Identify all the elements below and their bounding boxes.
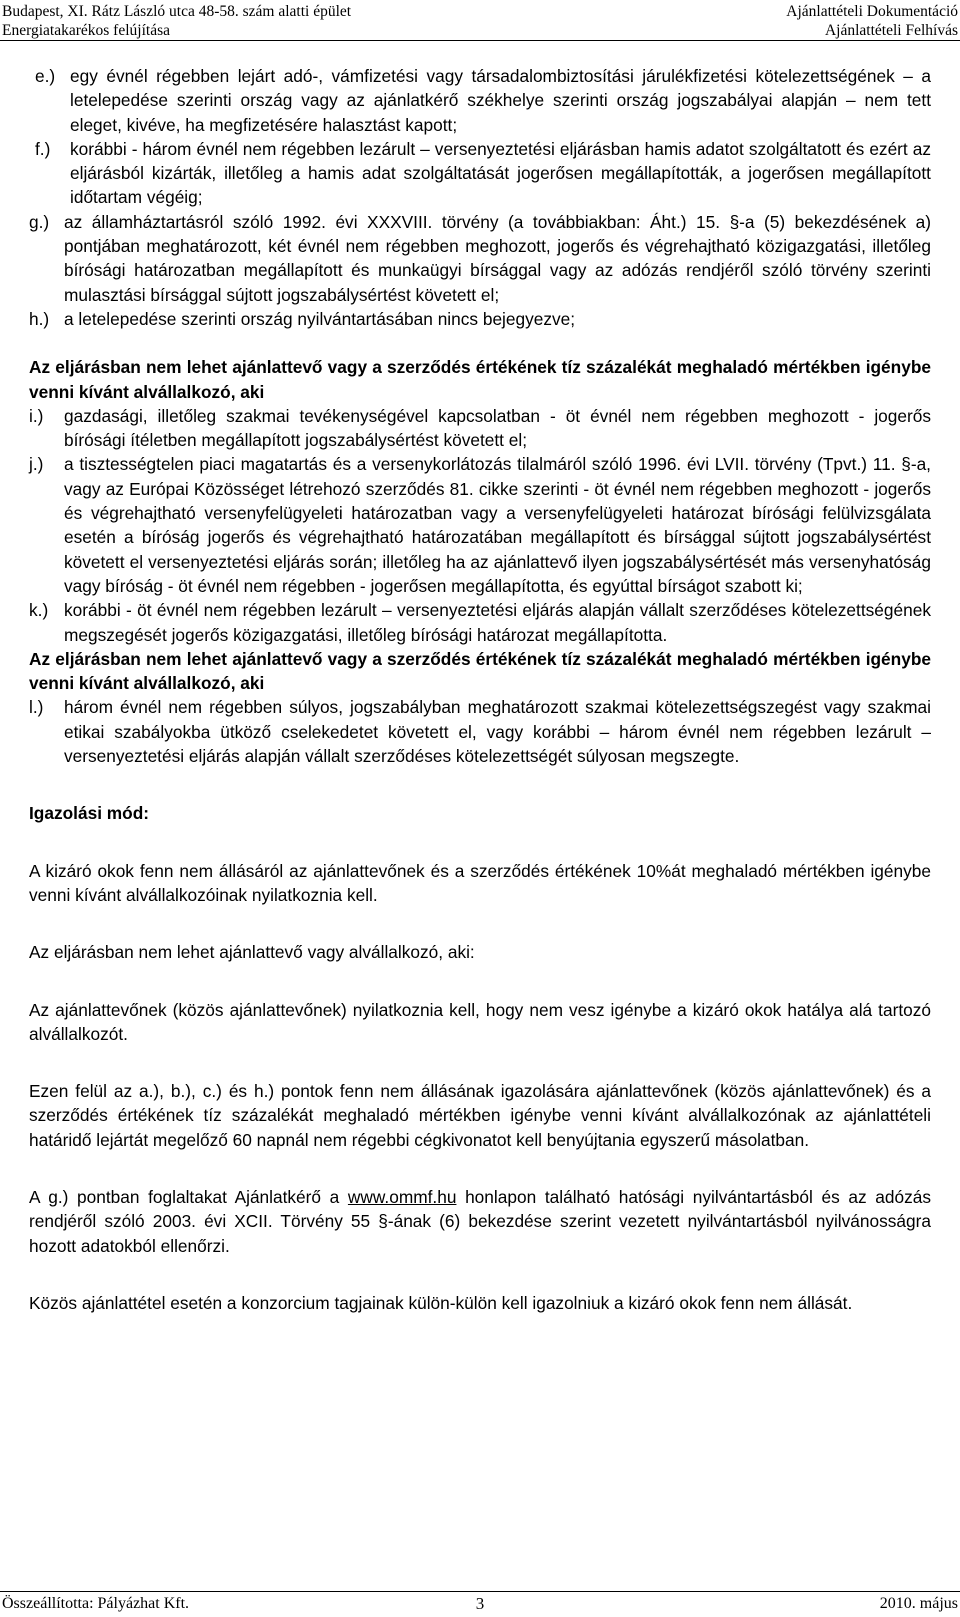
list-item-label: e.) — [35, 66, 56, 86]
header-left — [2, 2, 351, 40]
spacer — [29, 826, 931, 859]
verification-title: Igazolási mód: — [29, 803, 150, 824]
header-project-title: Energiatakarékos felújítása — [2, 22, 170, 39]
list-item — [29, 598, 931, 647]
list-item-label: k.) — [29, 600, 49, 621]
list-item — [29, 307, 931, 331]
spacer — [29, 768, 931, 801]
spacer — [29, 331, 931, 355]
list-item-text: az államháztartásról szóló 1992. évi XXXVIII. törvény (a továbbiakban: Áht.) 15. §-a (5) bekezdésének a) pontjában meghatározott, két évnél nem régebben meghozott, jogerős és végrehajtható közigazgatási, illetőleg bírósági határozatban megállapított és munkaügyi bírsággal vagy az adózás rendjéről szóló törvény szerinti mulasztási bírsággal sújtott jogszabálysértést követett el; — [64, 211, 931, 305]
spacer — [29, 1258, 931, 1291]
spacer — [29, 965, 931, 998]
paragraph-text: A g.) pontban foglaltakat Ajánlatkérő a — [29, 1186, 348, 1207]
header-right — [786, 2, 958, 40]
section-heading: Az eljárásban nem lehet ajánlattevő vagy a szerződés értékének tíz százalékát meghaladó mértékben igénybe venni kívánt alvállalkozó, aki — [29, 357, 931, 402]
list-item — [29, 404, 931, 453]
list-item-text: három évnél nem régebben súlyos, jogszabályban meghatározott szakmai kötelezettségszegést vagy szakmai etikai szabályokba ütköző cselekedetet követett el, vagy korábbi – három évnél nem régebben lezárult – versenyeztetési eljárás alapján vállalt szerződéses kötelezettségét súlyosan megszegte. — [64, 697, 931, 767]
list-item-label: h.) — [29, 308, 50, 329]
footer-divider — [0, 1591, 960, 1592]
paragraph: Közös ajánlattétel esetén a konzorcium tagjainak külön-külön kell igazolniuk a kizáró okok fenn nem állását. — [29, 1292, 853, 1313]
paragraph — [29, 1185, 931, 1258]
list-item-text: korábbi - három évnél nem régebben lezárult – versenyeztetési eljárásban hamis adatot szolgáltatott és ezért az eljárásból kizárták, illetőleg a hamis adat szolgáltatását jogerősen megállapították, a jogerősen megállapított időtartam végéig; — [70, 138, 931, 208]
spacer — [29, 907, 931, 940]
list-item-text: a tisztességtelen piaci magatartás és a versenykorlátozás tilalmáról szóló 1996. évi LVII. törvény (Tpvt.) 11. §-a, vagy az Európai Közösséget létrehozó szerződés 81. cikke szerinti - öt évnél nem régebben meghozott - jogerős és végrehajtható versenyfelügyeleti határozatban vagy a versenyfelügyeleti határozat bírósági felülvizsgálata esetén a bíróság jogerős és végrehajtható határozatában megállapított és bírsággal sújtott jogszabálysértést követett el versenyeztetési eljárás során; illetőleg ha az ajánlattevő ilyen jogszabálysértését más versenyhatóság vagy bíróság - öt évnél nem régebben - jogerősen megállapította, és egyúttal bírságot szabott ki; — [64, 454, 931, 596]
header-doc-section: Ajánlattételi Felhívás — [824, 22, 958, 39]
section-heading: Az eljárásban nem lehet ajánlattevő vagy a szerződés értékének tíz százalékát meghaladó mértékben igénybe venni kívánt alvállalkozó, aki — [29, 648, 931, 694]
list-item-label: i.) — [29, 405, 44, 426]
page-number: 3 — [475, 1594, 485, 1613]
footer-date: 2010. május — [879, 1595, 958, 1612]
list-item — [29, 452, 931, 598]
spacer — [29, 1046, 931, 1079]
paragraph: Az ajánlattevőnek (közös ajánlattevőnek) nyilatkoznia kell, hogy nem vesz igénybe a kizáró okok hatálya alá tartozó alvállalkozót. — [29, 999, 931, 1044]
header-doc-type: Ajánlattételi Dokumentáció — [786, 3, 958, 20]
list-item — [29, 210, 931, 307]
list-item — [35, 64, 931, 137]
list-item-label: g.) — [29, 211, 50, 232]
list-item-text: a letelepedése szerinti ország nyilvántartásában nincs bejegyezve; — [64, 308, 576, 329]
list-item-label: f.) — [35, 138, 51, 159]
list-item — [35, 137, 931, 210]
header-divider — [0, 40, 960, 41]
list-item-text: korábbi - öt évnél nem régebben lezárult – versenyeztetési eljárás alapján vállalt szerződéses kötelezettségének megszegését jogerős közigazgatási, illetőleg bírósági határozat megállapította. — [64, 600, 931, 645]
paragraph: Az eljárásban nem lehet ajánlattevő vagy alvállalkozó, aki: — [29, 942, 475, 963]
list-item-text: gazdasági, illetőleg szakmai tevékenységével kapcsolatban - öt évnél nem régebben meghozott - jogerős bírósági ítéletben megállapított jogszabálysértést követett el; — [64, 405, 931, 451]
list-item-label: l.) — [29, 697, 44, 718]
footer-author: Összeállította: Pályázhat Kft. — [2, 1595, 190, 1612]
ommf-link[interactable]: www.ommf.hu — [347, 1186, 457, 1207]
paragraph: A kizáró okok fenn nem állásáról az ajánlattevőnek és a szerződés értékének 10%át meghaladó mértékben igénybe venni kívánt alvállalkozóinak nyilatkoznia kell. — [29, 860, 931, 905]
header-project-address: Budapest, XI. Rátz László utca 48-58. szám alatti épület — [2, 3, 352, 20]
list-item-label: j.) — [29, 454, 44, 475]
list-item-text: egy évnél régebben lejárt adó-, vámfizetési vagy társadalombiztosítási járulékfizetési kötelezettségének – a letelepedése szerinti ország vagy az ajánlatkérő székhelye szerinti ország jogszabályai alapján – nem tett eleget, kivéve, ha megfizetésére halasztást kapott; — [70, 66, 931, 135]
paragraph: Ezen felül az a.), b.), c.) és h.) pontok fenn nem állásának igazolására ajánlattevőnek (közös ajánlattevőnek) és a szerződés értékének tíz százalékát meghaladó mértékben igénybe venni kívánt alvállalkozónak az ajánlattételi határidő lejártát megelőző 60 napnál nem régebbi cégkivonatot kell benyújtania egyszerű másolatban. — [29, 1081, 931, 1150]
spacer — [29, 1152, 931, 1185]
page-body — [29, 64, 931, 1315]
list-item — [29, 695, 931, 768]
paragraph-text: honlapon található hatósági nyilvántartásból és az adózás rendjéről szóló 2003. évi XCII. Törvény 55 §-ának (6) bekezdése szerint vezetett nyilvántartásból nyilvánosságra hozott adatokból ellenőrzi. — [29, 1186, 931, 1256]
